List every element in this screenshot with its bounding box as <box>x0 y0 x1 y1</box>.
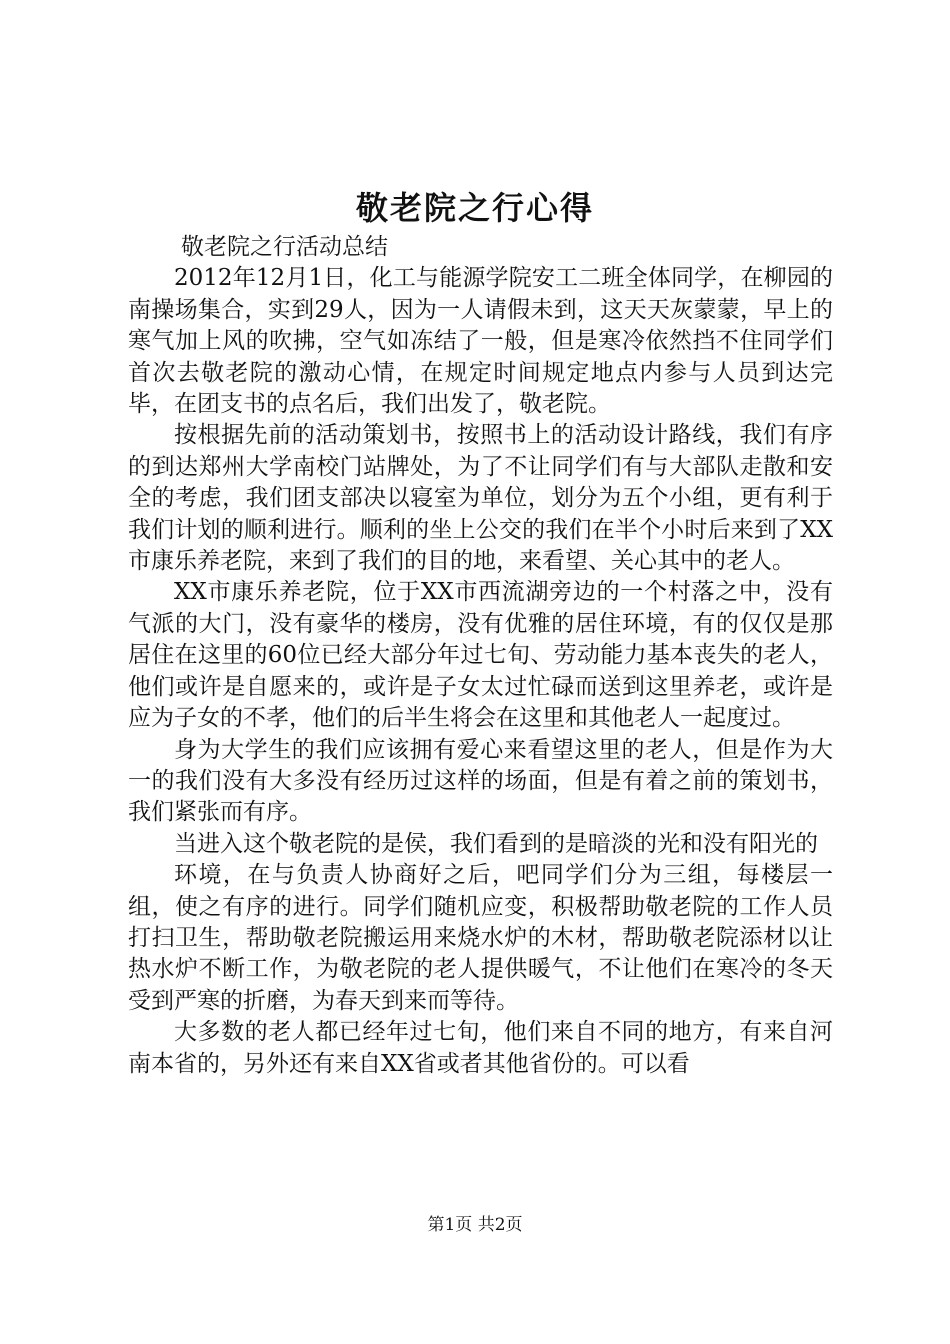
document-title: 敬老院之行心得 <box>355 189 594 227</box>
paragraph: 身为大学生的我们应该拥有爱心来看望这里的老人，但是作为大一的我们没有大多没有经历过这样的场面，但是有着之前的策划书，我们紧张而有序。 <box>128 736 833 826</box>
document-body <box>128 232 833 1080</box>
paragraph-subtitle: 敬老院之行活动总结 <box>181 234 388 260</box>
paragraph: 当进入这个敬老院的是侯，我们看到的是暗淡的光和没有阳光的 <box>174 830 818 857</box>
paragraph: XX市康乐养老院，位于XX市西流湖旁边的一个村落之中，没有气派的大门，没有豪华的楼房，没有优雅的居住环境，有的仅仅是那居住在这里的60位已经大部分年过七旬、劳动能力基本丧失的老人，他们或许是自愿来的，或许是子女太过忙碌而送到这里养老，或许是应为子女的不孝，他们的后半生将会在这里和其他老人一起度过。 <box>128 579 833 732</box>
page-footer: 第1页 共2页 <box>427 1215 523 1235</box>
paragraph: 大多数的老人都已经年过七旬，他们来自不同的地方，有来自河南本省的，另外还有来自XX省或者其他省份的。可以看 <box>128 1019 833 1077</box>
paragraph: 环境，在与负责人协商好之后，吧同学们分为三组，每楼层一组，使之有序的进行。同学们随机应变，积极帮助敬老院的工作人员打扫卫生，帮助敬老院搬运用来烧水炉的木材，帮助敬老院添材以让热水炉不断工作，为敬老院的老人提供暖气，不让他们在寒冷的冬天受到严寒的折磨，为春天到来而等待。 <box>128 862 833 1014</box>
paragraph: 按根据先前的活动策划书，按照书上的活动设计路线，我们有序的到达郑州大学南校门站牌处，为了不让同学们有与大部队走散和安全的考虑，我们团支部决以寝室为单位，划分为五个小组，更有利于我们计划的顺利进行。顺利的坐上公交的我们在半个小时后来到了XX市康乐养老院，来到了我们的目的地，来看望、关心其中的老人。 <box>128 422 833 575</box>
paragraph: 2012年12月1日，化工与能源学院安工二班全体同学，在柳园的南操场集合，实到29人，因为一人请假未到，这天天灰蒙蒙，早上的寒气加上风的吹拂，空气如冻结了一般，但是寒冷依然挡不住同学们首次去敬老院的激动心情，在规定时间规定地点内参与人员到达完毕，在团支书的点名后，我们出发了，敬老院。 <box>128 265 833 418</box>
